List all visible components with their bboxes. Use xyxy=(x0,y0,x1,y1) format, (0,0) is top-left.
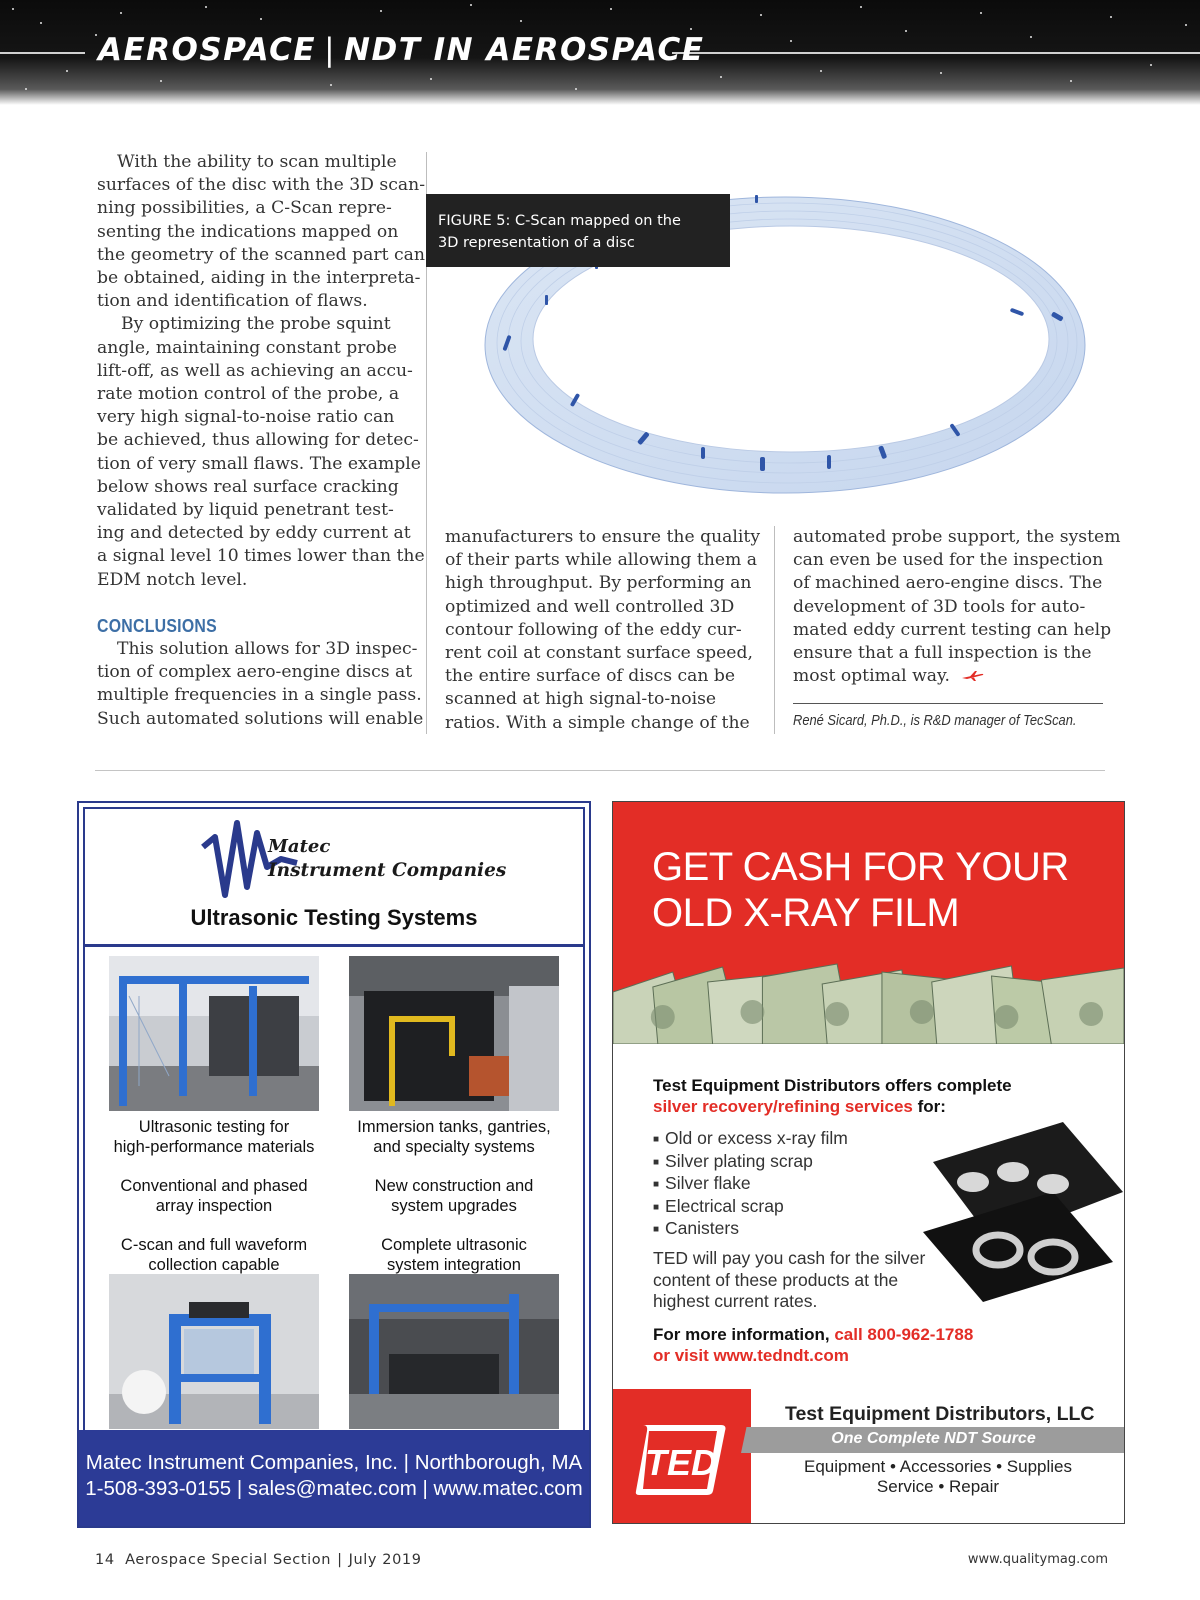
ted-advertisement[interactable] xyxy=(612,801,1125,1524)
ted-headline xyxy=(652,844,1069,936)
text-line: optimized and well controlled 3D xyxy=(445,596,735,617)
footer-separator: | xyxy=(337,1552,343,1568)
feature-line: Immersion tanks, gantries, xyxy=(357,1118,551,1136)
ted-logo xyxy=(613,1389,751,1524)
text-line: very high signal-to-noise ratio can xyxy=(97,407,395,428)
paragraph-conclusions xyxy=(97,638,424,731)
ted-company-name: Test Equipment Distributors, LLC xyxy=(785,1403,1095,1425)
bio-divider xyxy=(793,703,1103,704)
feature-line: Complete ultrasonic xyxy=(381,1236,527,1254)
feature-line: high-performance materials xyxy=(113,1138,315,1156)
article-column-2 xyxy=(445,526,761,735)
ted-contact-line xyxy=(653,1324,973,1345)
ted-headline-line: GET CASH FOR YOUR xyxy=(652,845,1069,889)
ted-contact-label: For more information, xyxy=(653,1325,835,1344)
figure-caption-line: FIGURE 5: C-Scan mapped on the xyxy=(438,213,681,229)
text-line: Such automated solutions will enable xyxy=(97,708,424,729)
header-banner xyxy=(0,0,1200,105)
text-line: tion of very small flaws. The example xyxy=(97,453,421,474)
text-line: tion of complex aero-engine discs at xyxy=(97,662,413,683)
figure-caption xyxy=(426,194,730,267)
text-line: the geometry of the scanned part can xyxy=(97,244,425,265)
ted-logo-badge-icon xyxy=(633,1419,731,1499)
matec-feature xyxy=(94,1235,334,1275)
article-column-1 xyxy=(97,151,425,731)
text-line: mated eddy current testing can help xyxy=(793,619,1112,640)
matec-contact-footer xyxy=(79,1430,589,1526)
list-item: ■ Canisters xyxy=(653,1218,848,1241)
feature-line: New construction and xyxy=(374,1177,534,1195)
list-item: ■ Old or excess x-ray film xyxy=(653,1128,848,1151)
feature-line: Conventional and phased xyxy=(120,1177,308,1195)
author-bio: René Sicard, Ph.D., is R&D manager of TecScan. xyxy=(793,712,1077,729)
section-separator: | xyxy=(324,32,337,68)
ted-website-link[interactable]: or visit www.tedndt.com xyxy=(653,1346,849,1365)
text-line: angle, maintaining constant probe xyxy=(97,337,397,358)
text-line: of machined aero-engine discs. The xyxy=(793,573,1103,594)
feature-line: Ultrasonic testing for xyxy=(138,1118,290,1136)
page-number: 14 xyxy=(95,1552,115,1568)
banner-rule-left xyxy=(0,52,85,54)
text-line: the entire surface of discs can be xyxy=(445,666,736,687)
photo-system-integration xyxy=(349,1274,559,1429)
matec-header-divider xyxy=(85,944,583,947)
text-line: of their parts while allowing them a xyxy=(445,550,758,571)
text-line: ensure that a full inspection is the xyxy=(793,643,1092,664)
list-item: ■ Silver plating scrap xyxy=(653,1151,848,1174)
text-line: below shows real surface cracking xyxy=(97,476,399,497)
ted-intro-tail: for: xyxy=(912,1097,946,1116)
ted-headline-line: OLD X-RAY FILM xyxy=(652,891,960,935)
ted-services-line: Service • Repair xyxy=(876,1477,1000,1496)
ted-intro xyxy=(653,1075,1012,1117)
cash-bills-image xyxy=(613,962,1124,1044)
banner-rule-right xyxy=(672,52,1200,54)
text-line: lift-off, as well as achieving an accu- xyxy=(97,360,413,381)
ted-services-line: Equipment • Accessories • Supplies xyxy=(804,1457,1072,1476)
ted-phone-link[interactable]: call 800-962-1788 xyxy=(834,1325,974,1344)
text-line: a signal level 10 times lower than the xyxy=(97,546,425,567)
issue-date: July 2019 xyxy=(348,1552,422,1568)
text-line: validated by liquid penetrant test- xyxy=(97,500,394,521)
matec-advertisement[interactable] xyxy=(77,801,591,1528)
figure-caption-line: 3D representation of a disc xyxy=(438,235,635,251)
text-line: ing and detected by eddy current at xyxy=(97,523,411,544)
matec-logo-text: Matec xyxy=(268,836,331,857)
text-line: contour following of the eddy cur- xyxy=(445,619,742,640)
matec-feature xyxy=(94,1176,334,1216)
text-line: tion and identification of flaws. xyxy=(97,291,368,312)
matec-feature xyxy=(94,1117,334,1157)
section-name: AEROSPACE xyxy=(98,32,317,68)
text-line: ratios. With a simple change of the xyxy=(445,712,750,733)
column-divider xyxy=(774,526,775,734)
feature-line: system upgrades xyxy=(391,1197,517,1215)
publication-name: Aerospace Special Section xyxy=(125,1552,332,1568)
paragraph-probe xyxy=(97,313,425,591)
matec-footer-line: 1-508-393-0155 | sales@matec.com | www.matec.com xyxy=(85,1477,583,1500)
ted-intro-highlight: silver recovery/refining services xyxy=(653,1097,913,1116)
text-line: automated probe support, the system xyxy=(793,527,1121,547)
article-column-3 xyxy=(793,526,1121,688)
text-line: rent coil at constant surface speed, xyxy=(445,643,753,664)
text-line: EDM notch level. xyxy=(97,569,248,590)
feature-line: and specialty systems xyxy=(373,1138,535,1156)
text-line: With the ability to scan multiple xyxy=(117,152,397,172)
feature-line: system integration xyxy=(387,1256,521,1274)
matec-logo-text: Instrument Companies xyxy=(268,860,507,881)
ted-tagline: One Complete NDT Source xyxy=(831,1430,1036,1447)
ted-contact xyxy=(653,1324,973,1366)
text-line: be achieved, thus allowing for detec- xyxy=(97,430,419,451)
ted-payment-text: TED will pay you cash for the silver content of these products at the highest current rates. xyxy=(653,1248,926,1311)
page-divider xyxy=(95,770,1105,771)
text-line: can even be used for the inspection xyxy=(793,550,1104,571)
airplane-end-icon xyxy=(961,670,985,682)
list-item: ■ Electrical scrap xyxy=(653,1196,848,1219)
feature-line: array inspection xyxy=(155,1197,273,1215)
matec-feature xyxy=(334,1176,574,1216)
text-line: This solution allows for 3D inspec- xyxy=(117,639,418,660)
ted-intro-line xyxy=(653,1096,1012,1117)
text-line: senting the indications mapped on xyxy=(97,221,399,242)
photo-immersion-tank xyxy=(349,956,559,1111)
paragraph-3d-scan xyxy=(97,151,425,313)
ted-services xyxy=(763,1457,1113,1497)
ted-intro-line: Test Equipment Distributors offers complete xyxy=(653,1076,1012,1095)
text-line: scanned at high signal-to-noise xyxy=(445,689,717,710)
text-line: development of 3D tools for auto- xyxy=(793,596,1086,617)
matec-footer-line: Matec Instrument Companies, Inc. | Northborough, MA xyxy=(85,1451,583,1474)
matec-feature xyxy=(334,1117,574,1157)
text-line xyxy=(793,665,1103,688)
text-line-end: most optimal way. xyxy=(793,666,950,687)
list-item: ■ Silver flake xyxy=(653,1173,848,1196)
feature-line: collection capable xyxy=(148,1256,280,1274)
text-line: manufacturers to ensure the quality xyxy=(445,527,761,547)
section-title xyxy=(98,32,704,68)
text-line: surfaces of the disc with the 3D scan- xyxy=(97,175,425,196)
text-line: ning possibilities, a C-Scan repre- xyxy=(97,198,392,219)
website-link[interactable]: www.qualitymag.com xyxy=(967,1552,1108,1567)
matec-ad-title: Ultrasonic Testing Systems xyxy=(190,905,478,930)
photo-gantry-lab xyxy=(109,956,319,1111)
ted-product-list xyxy=(653,1128,848,1241)
matec-feature xyxy=(334,1235,574,1275)
page-footer xyxy=(95,1552,422,1568)
text-line: high throughput. By performing an xyxy=(445,573,752,594)
photo-cscan-system xyxy=(109,1274,319,1429)
text-line: rate motion control of the probe, a xyxy=(97,384,400,405)
text-line: be obtained, aiding in the interpreta- xyxy=(97,268,421,289)
feature-line: C-scan and full waveform xyxy=(120,1236,308,1254)
matec-ad-inner-border xyxy=(83,807,585,1522)
text-line: multiple frequencies in a single pass. xyxy=(97,685,422,706)
text-line: By optimizing the probe squint xyxy=(121,314,391,335)
ted-logo-text: TED xyxy=(645,1442,717,1483)
section-topic: NDT IN AEROSPACE xyxy=(344,32,705,68)
conclusions-heading: CONCLUSIONS xyxy=(97,615,217,636)
